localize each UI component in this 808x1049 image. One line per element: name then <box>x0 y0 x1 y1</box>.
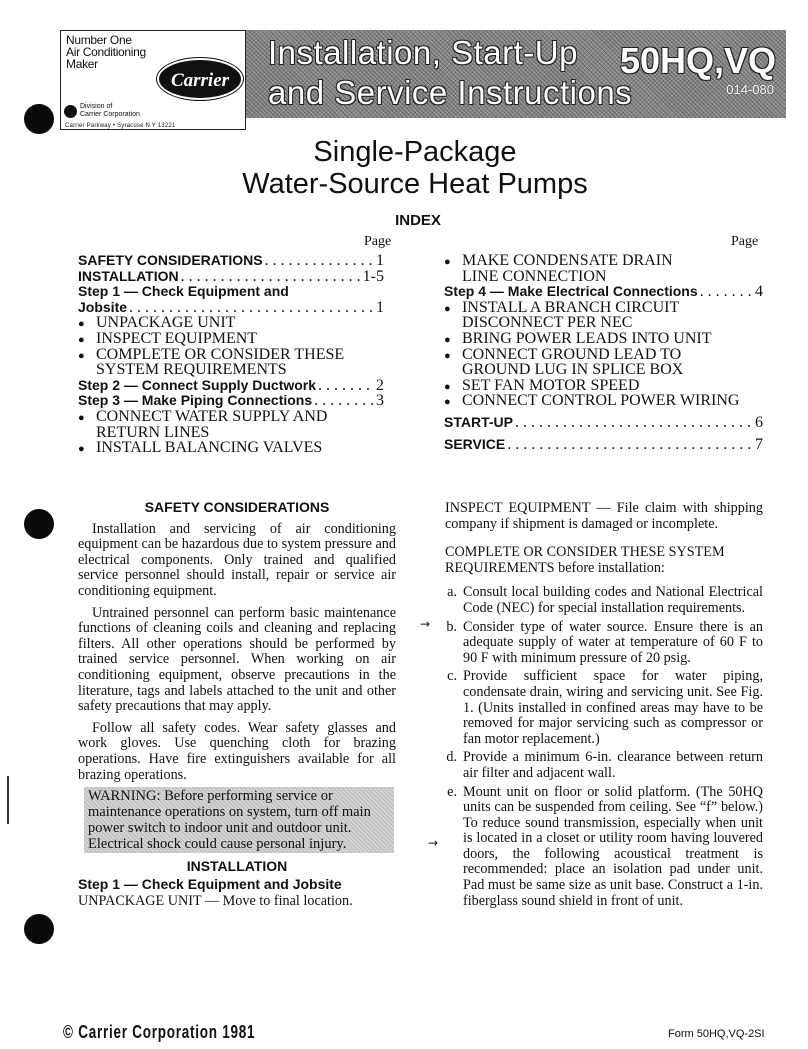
requirement-letter: b. <box>446 618 457 635</box>
installation-heading: INSTALLATION <box>186 858 288 875</box>
index-page-number: 1 <box>376 252 384 269</box>
right-body-column <box>445 501 763 909</box>
index-left-column <box>78 252 384 455</box>
bullet-icon: ● <box>78 318 85 331</box>
margin-change-bar <box>7 776 9 824</box>
requirement-item <box>445 620 763 667</box>
index-bullet-continuation <box>444 361 763 377</box>
step1-heading: Step 1 — Check Equipment and Jobsite <box>78 875 342 892</box>
index-bullet-label: CONNECT WATER SUPPLY AND <box>96 407 328 425</box>
index-bullet-item <box>78 346 384 362</box>
left-body-column <box>78 500 396 910</box>
index-bullet-label: GROUND LUG IN SPLICE BOX <box>462 361 684 379</box>
inspect-equipment-text: INSPECT EQUIPMENT — File claim with shipping company if shipment is damaged or incomplete. <box>445 500 763 532</box>
index-bullet-item <box>78 330 384 346</box>
brand-box <box>60 30 246 130</box>
bullet-icon: ● <box>444 349 451 362</box>
banner-line-1: Installation, Start-Up <box>268 34 578 71</box>
index-entry-label: START-UP <box>444 413 513 430</box>
requirement-text: Provide sufficient space for water piping, condensate drain, wiring and servicing unit. See Fig. 1. (Units installed in confined areas may have to be removed for major servicing such as compressor or fan motor replacement.) <box>463 668 763 747</box>
index-page-number: 1-5 <box>362 267 384 285</box>
index-entry <box>78 392 384 408</box>
title-line-1: Single-Package <box>313 136 517 168</box>
warning-box: WARNING: Before performing service or maintenance operations on system, turn off main power switch to indoor unit and outdoor unit. Electrical shock could cause personal injury. <box>84 787 394 853</box>
index-bullet-label: RETURN LINES <box>96 423 210 441</box>
index-bullet-label: UNPACKAGE UNIT <box>96 314 236 332</box>
binder-hole-1 <box>24 104 54 134</box>
index-page-number: 4 <box>755 283 763 301</box>
index-entry-label: SERVICE <box>444 435 506 452</box>
division-text <box>80 103 140 119</box>
requirement-text: Mount unit on floor or solid platform. (The 50HQ units can be suspended from ceiling. See “f” below.) To reduce sound transmission, especially when unit is located in a closet or utility room having louvered doors, the following acoustical treatment is recommended: place an isolation pad under unit. Pad must be same size as unit base. Construct a 1-in. fiberglass sound shield in front of unit. <box>463 783 763 909</box>
tagline <box>66 34 146 70</box>
copyright: © Carrier Corporation 1981 <box>63 1022 256 1042</box>
index-entry <box>444 436 763 452</box>
tagline-line: Air Conditioning <box>66 45 146 59</box>
index-page-number: 6 <box>755 413 763 431</box>
index-bullet-label: LINE CONNECTION <box>462 267 607 285</box>
bullet-icon: ● <box>78 333 85 346</box>
index-bullet-label: COMPLETE OR CONSIDER THESE <box>96 345 345 363</box>
index-entry-label: Jobsite <box>78 298 128 315</box>
safety-paragraph-3: Follow all safety codes. Wear safety glasses and work gloves. Use quenching cloth for brazing operations. Have fire extinguishers available for all brazing operations. <box>78 719 396 783</box>
requirement-item <box>445 750 763 781</box>
index-bullet-item <box>444 392 763 408</box>
index-bullet-item <box>444 330 763 346</box>
requirement-letter: d. <box>446 749 457 766</box>
index-entry-label: Step 1 — Check Equipment and <box>78 283 289 300</box>
carrier-logo: Carrier <box>157 58 243 100</box>
index-leader-dots <box>507 436 753 454</box>
division-logo-icon <box>64 105 77 118</box>
index-bullet-continuation <box>444 314 763 330</box>
index-leader-dots <box>700 283 753 301</box>
safety-paragraph-1: Installation and servicing of air conditioning equipment can be hazardous due to system pressure and electrical components. Only trained and qualified service personnel should install, repair or service air conditioning equipment. <box>78 520 396 599</box>
index-entry-label: SAFETY CONSIDERATIONS <box>78 252 263 268</box>
unpackage-text: UNPACKAGE UNIT — Move to final location. <box>78 893 353 910</box>
index-leader-dots <box>515 414 753 432</box>
bullet-icon: ● <box>444 396 451 409</box>
index-right-column <box>444 252 763 451</box>
index-bullet-label: BRING POWER LEADS INTO UNIT <box>462 329 712 347</box>
division-line: Division of <box>80 103 113 110</box>
document-title <box>0 136 808 200</box>
requirement-text: Consider type of water source. Ensure there is an adequate supply of water at temperature of 60 F to 90 F with minimum pressure of 20 psig. <box>463 618 763 666</box>
banner-line-2: and Service Instructions <box>268 74 633 111</box>
index-entry-label: INSTALLATION <box>78 267 179 284</box>
requirement-letter: a. <box>447 584 457 601</box>
form-number: Form 50HQ,VQ-2SI <box>668 1028 765 1040</box>
index-bullet-item <box>444 252 763 268</box>
requirements-list <box>445 585 763 909</box>
index-bullet-label: INSPECT EQUIPMENT <box>96 329 258 347</box>
index-page-number: 1 <box>376 298 384 316</box>
index-entry <box>78 268 384 284</box>
requirement-text: Consult local building codes and National Electrical Code (NEC) for special installation requirements. <box>463 584 763 616</box>
index-bullet-label: MAKE CONDENSATE DRAIN <box>462 252 673 269</box>
index-bullet-item <box>444 377 763 393</box>
bullet-icon: ● <box>444 333 451 346</box>
model-number: 50HQ,VQ <box>619 40 776 81</box>
requirement-letter: c. <box>447 668 457 685</box>
bullet-icon: ● <box>444 302 451 315</box>
index-bullet-continuation <box>444 268 763 284</box>
index-entry-label: Step 2 — Connect Supply Ductwork <box>78 376 317 393</box>
index-bullet-label: INSTALL A BRANCH CIRCUIT <box>462 298 680 316</box>
index-bullet-label: SYSTEM REQUIREMENTS <box>96 361 287 379</box>
title-banner <box>246 30 786 118</box>
index-entry-label: Step 3 — Make Piping Connections <box>78 392 313 409</box>
safety-paragraph-2: Untrained personnel can perform basic maintenance functions of cleaning coils and cleaning and replacing filters. All other operations should be performed by trained service personnel. When working on air conditioning equipment, observe precautions in the literature, tags and labels attached to the unit and other safety precautions that may apply. <box>78 604 396 715</box>
page-column-label: Page <box>364 234 392 249</box>
index-bullet-label: SET FAN MOTOR SPEED <box>462 376 640 394</box>
index-entry-label: Step 4 — Make Electrical Connections <box>444 283 698 300</box>
index-entry <box>444 283 763 299</box>
index-heading: INDEX <box>395 212 441 229</box>
tagline-line: Maker <box>66 57 98 71</box>
title-line-2: Water-Source Heat Pumps <box>242 168 588 200</box>
binder-hole-2 <box>24 509 54 539</box>
model-range: 014-080 <box>726 82 774 97</box>
page-column-label: Page <box>731 234 759 249</box>
index-bullet-label: CONNECT CONTROL POWER WIRING <box>462 392 740 410</box>
index-bullet-label: INSTALL BALANCING VALVES <box>96 439 323 457</box>
requirement-item <box>445 785 763 910</box>
index-bullet-label: CONNECT GROUND LEAD TO <box>462 345 682 363</box>
index-entry <box>444 414 763 430</box>
division-line: Carrier Corporation <box>80 111 140 118</box>
index-bullet-item <box>78 439 384 455</box>
bullet-icon: ● <box>444 256 451 268</box>
binder-hole-3 <box>24 914 54 944</box>
requirement-item <box>445 669 763 747</box>
index-page-number: 2 <box>376 376 384 394</box>
index-page-number: 7 <box>755 435 763 453</box>
requirement-letter: e. <box>447 783 457 800</box>
index-bullet-item <box>444 346 763 362</box>
bullet-icon: ● <box>78 349 85 362</box>
bullet-icon: ● <box>78 443 85 456</box>
tagline-line: Number One <box>66 33 132 47</box>
index-entry <box>78 377 384 393</box>
company-address: Carrier Parkway • Syracuse N Y 13221 <box>65 123 176 129</box>
index-bullet-label: DISCONNECT PER NEC <box>462 314 633 332</box>
change-arrow-icon: → <box>428 836 439 850</box>
index-page-number: 3 <box>376 392 384 410</box>
change-arrow-icon: → <box>420 617 431 631</box>
index-entry <box>78 299 384 315</box>
bullet-icon: ● <box>78 411 85 424</box>
bullet-icon: ● <box>444 380 451 393</box>
system-requirements-text: COMPLETE OR CONSIDER THESE SYSTEM REQUIREMENTS before installation: <box>445 544 725 576</box>
index-entry <box>78 252 384 268</box>
requirement-item <box>445 585 763 616</box>
requirement-text: Provide a minimum 6-in. clearance between return air filter and adjacent wall. <box>463 749 763 781</box>
safety-heading: SAFETY CONSIDERATIONS <box>144 499 330 515</box>
